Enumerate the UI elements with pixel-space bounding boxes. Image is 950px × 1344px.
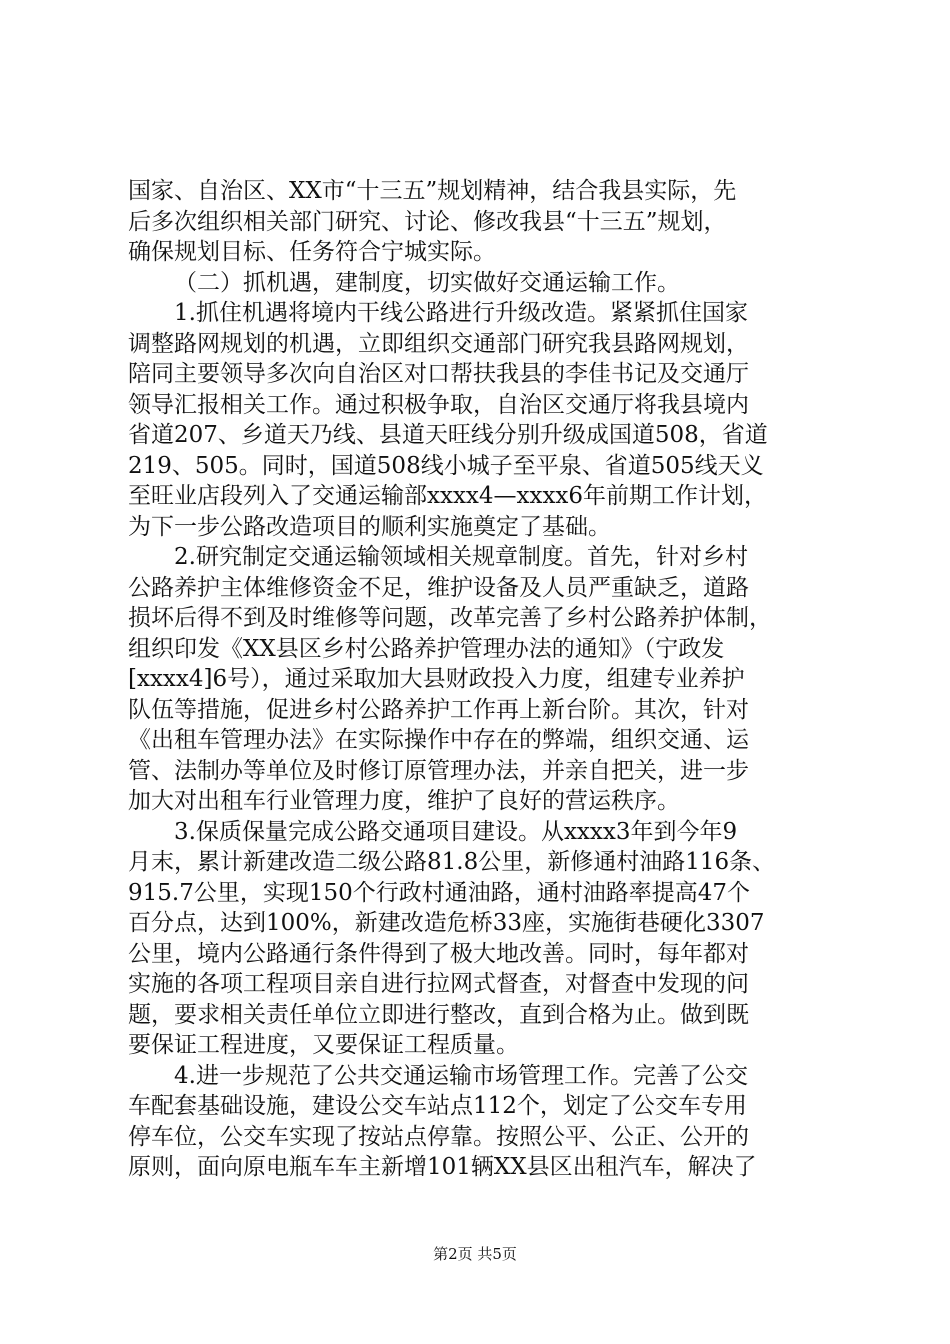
text-line: [xxxx4]6号），通过采取加大县财政投入力度，组建专业养护 (128, 666, 745, 692)
text-line: （二）抓机遇，建制度，切实做好交通运输工作。 (174, 269, 680, 296)
text-line: 《出租车管理办法》在实际操作中存在的弊端，组织交通、运 (128, 727, 749, 753)
text-line: 队伍等措施，促进乡村公路养护工作再上新台阶。其次，针对 (128, 696, 749, 723)
text-line: 公路养护主体维修资金不足，维护设备及人员严重缺乏，道路 (128, 574, 749, 601)
text-line: 公里，境内公路通行条件得到了极大地改善。同时，每年都对 (128, 940, 749, 967)
text-line: 停车位，公交车实现了按站点停靠。按照公平、公正、公开的 (128, 1123, 749, 1150)
text-line: 至旺业店段列入了交通运输部xxxx4—xxxx6年前期工作计划， (128, 483, 768, 509)
text-line: 陪同主要领导多次向自治区对口帮扶我县的李佳书记及交通厅 (128, 361, 749, 387)
text-line: 原则，面向原电瓶车车主新增101辆XX县区出租汽车，解决了 (128, 1154, 757, 1180)
text-line: 领导汇报相关工作。通过积极争取，自治区交通厅将我县境内 (128, 391, 749, 418)
text-line: 省道207、乡道天乃线、县道天旺线分别升级成国道508，省道 (128, 422, 768, 448)
text-line: 915.7公里，实现150个行政村通油路，通村油路率提高47个 (128, 879, 751, 906)
text-line: 月末，累计新建改造二级公路81.8公里，新修通村油路116条、 (128, 849, 776, 875)
text-line: 3.保质保量完成公路交通项目建设。从xxxx3年到今年9 (174, 818, 738, 845)
page-footer: 第2页 共5页 (433, 1245, 517, 1263)
text-line: 219、505。同时，国道508线小城子至平泉、省道505线天义 (128, 452, 764, 479)
text-line: 后多次组织相关部门研究、讨论、修改我县“十三五”规划， (128, 208, 727, 235)
text-line: 1.抓住机遇将境内干线公路进行升级改造。紧紧抓住国家 (174, 300, 748, 326)
text-line: 加大对出租车行业管理力度，维护了良好的营运秩序。 (128, 788, 680, 814)
text-line: 实施的各项工程项目亲自进行拉网式督查，对督查中发现的问 (128, 971, 749, 997)
text-line: 国家、自治区、XX市“十三五”规划精神，结合我县实际，先 (128, 178, 737, 204)
text-line: 题，要求相关责任单位立即进行整改，直到合格为止。做到既 (128, 1001, 749, 1028)
text-line: 调整路网规划的机遇，立即组织交通部门研究我县路网规划， (128, 330, 749, 357)
text-line: 损坏后得不到及时维修等问题，改革完善了乡村公路养护体制， (128, 605, 772, 631)
text-line: 管、法制办等单位及时修订原管理办法，并亲自把关，进一步 (128, 757, 749, 784)
text-line: 组织印发《XX县区乡村公路养护管理办法的通知》（宁政发 (128, 635, 725, 662)
text-line: 百分点，达到100%，新建改造危桥33座，实施街巷硬化3307 (128, 910, 765, 936)
text-line: 2.研究制定交通运输领域相关规章制度。首先，针对乡村 (174, 544, 748, 570)
text-line: 要保证工程进度，又要保证工程质量。 (128, 1032, 519, 1058)
text-line: 车配套基础设施，建设公交车站点112个，划定了公交车专用 (128, 1093, 747, 1119)
document-body (128, 176, 828, 1183)
text-line: 4.进一步规范了公共交通运输市场管理工作。完善了公交 (174, 1062, 748, 1089)
text-line: 确保规划目标、任务符合宁城实际。 (128, 239, 496, 265)
text-line: 为下一步公路改造项目的顺利实施奠定了基础。 (128, 513, 611, 540)
